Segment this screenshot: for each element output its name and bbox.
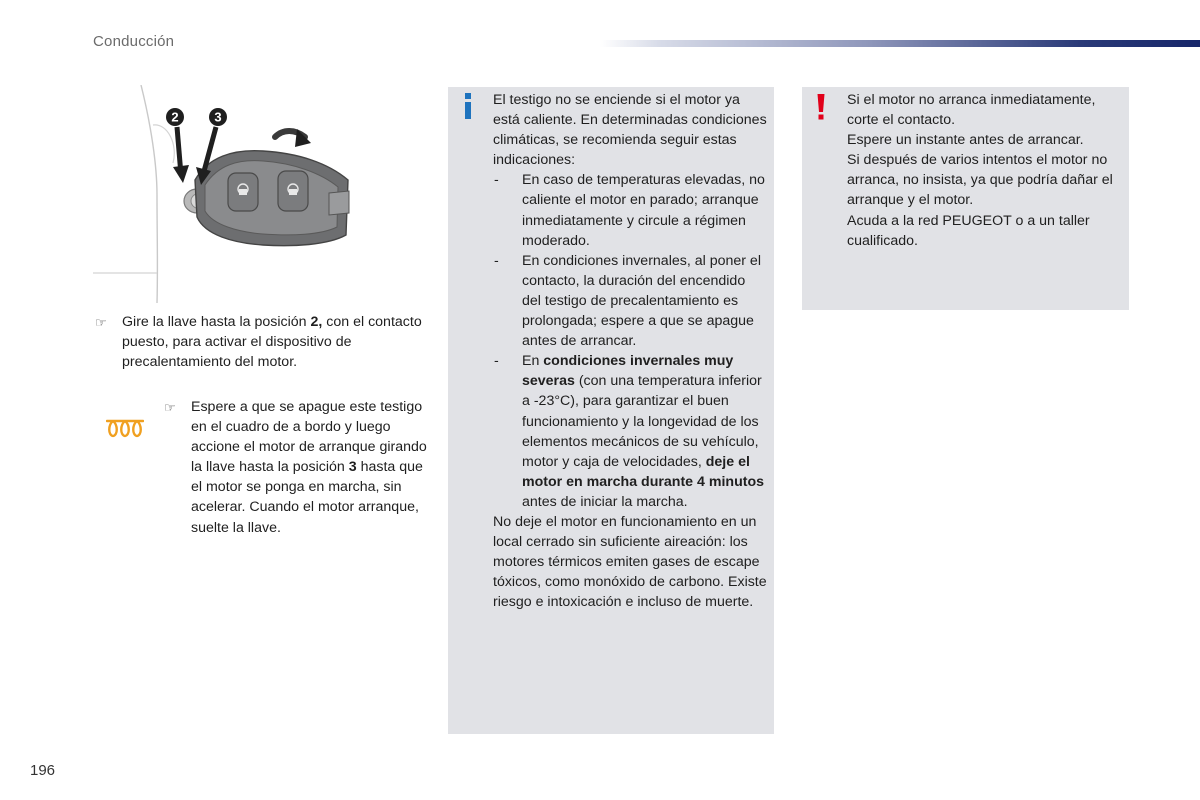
info-intro: El testigo no se enciende si el motor ya está caliente. En determinadas condiciones climáticas, se recomienda seguir estas indicaciones: [493, 92, 767, 169]
section-title: Conducción [93, 33, 175, 50]
info-icon [463, 93, 473, 119]
alert-line: Si después de varios intentos el motor no arranca, no insista, ya que podría dañar el arranque y el motor. [847, 152, 1113, 209]
pointing-hand-icon: ☞ [164, 400, 176, 415]
dashboard-outline [141, 85, 157, 303]
list-item: - En condiciones invernales, al poner el contacto, la duración del encendido del testigo de precalentamiento es prolongada; espere a que se apague antes de arrancar. [494, 252, 761, 350]
pointing-hand-icon: ☞ [95, 315, 107, 330]
alert-line: Si el motor no arranca inmediatamente, corte el contacto. [847, 92, 1096, 129]
list-item: - En caso de temperaturas elevadas, no caliente el motor en parado; arranque inmediatamente y circule a régimen moderado. [494, 172, 765, 249]
page-number: 196 [30, 762, 56, 779]
marker-2-label: 2 [171, 109, 179, 125]
info-box-content [493, 90, 768, 612]
instruction-wait-lamp: Espere a que se apague este testigo en el cuadro de a bordo y luego accione el motor de arranque girando la llave hasta la posición 3 hasta que el motor se ponga en marcha, sin acelerar. Cuando el motor arranque, suelte la llave. [191, 399, 427, 536]
dashboard-outline-inner [153, 125, 174, 163]
alert-line: Acuda a la red PEUGEOT o a un taller cualificado. [847, 212, 1090, 249]
instruction-turn-key: Gire la llave hasta la posición 2, con el contacto puesto, para activar el dispositivo de precalentamiento del motor. [122, 314, 422, 371]
preheating-coil-icon [106, 415, 144, 441]
key-ignition-illustration [93, 85, 363, 303]
list-item: - En condiciones invernales muy severas (con una temperatura inferior a -23°C), para garantizar el buen funcionamiento y la longevidad de los elementos mecánicos de su vehículo, motor y caja de velocidades, deje el motor en marcha durante 4 minutos antes de iniciar la marcha. [494, 353, 765, 510]
exclamation-icon [817, 94, 825, 120]
info-closing: No deje el motor en funcionamiento en un local cerrado sin suficiente aireación: los motores térmicos emiten gases de escape tóxicos, como monóxido de carbono. Existe riesgo e intoxicación e incluso de muerte. [493, 513, 767, 611]
alert-line: Espere un instante antes de arrancar. [847, 132, 1084, 149]
marker-3-label: 3 [214, 109, 222, 125]
alert-box-content [847, 90, 1122, 251]
header-gradient-bar [600, 40, 1200, 47]
